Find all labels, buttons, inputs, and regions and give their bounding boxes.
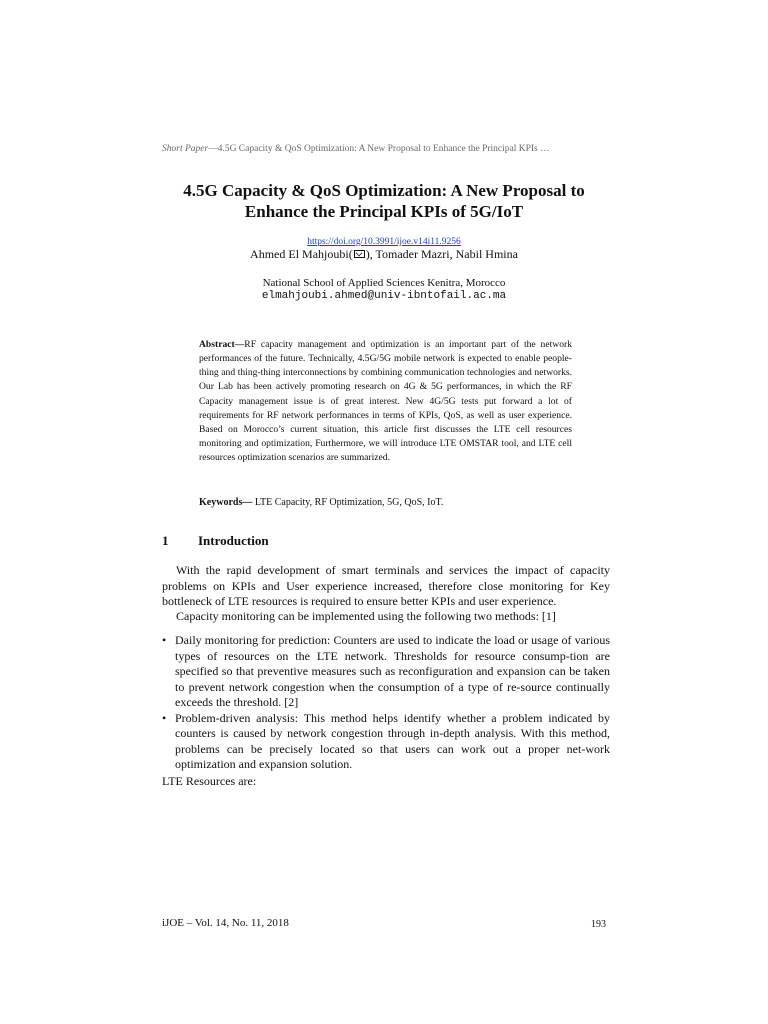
- affiliation: National School of Applied Sciences Kenitra, Morocco: [262, 277, 506, 289]
- footer-journal: iJOE – Vol. 14, No. 11, 2018: [162, 917, 289, 929]
- method-list: [162, 633, 610, 773]
- paper-title-line-1: 4.5G Capacity & QoS Optimization: A New Proposal to: [183, 181, 585, 200]
- co-authors: , Tomader Mazri, Nabil Hmina: [369, 247, 518, 261]
- bullet-marker: •: [162, 710, 167, 725]
- author-email: elmahjoubi.ahmed@univ-ibntofail.ac.ma: [261, 290, 507, 302]
- list-item-text: Daily monitoring for prediction: Counters are used to indicate the load or usage of various types of resources on the LTE network. Thresholds for resource consump-tion are specified so that preventive measures such as reconfiguration and expansion can be taken to prevent network congestion when the consumption of a type of re-source continually exceeds the threshold. [2]: [175, 633, 610, 709]
- paper-title: [120, 180, 648, 222]
- list-item: [162, 711, 610, 773]
- running-header-label: Short Paper: [162, 144, 209, 154]
- running-header-title: —4.5G Capacity & QoS Optimization: A New Proposal to Enhance the Principal KPIs …: [208, 144, 550, 154]
- list-item-text: Problem-driven analysis: This method helps identify whether a problem indicated by counters is caused by network congestion through in-depth analysis. With this method, problems can be precisely located so that users can work out a proper net-work optimization and expansion solution.: [175, 710, 610, 771]
- intro-paragraph-3: LTE Resources are:: [162, 774, 257, 788]
- section-title: Introduction: [198, 533, 269, 548]
- page-number: 193: [591, 919, 606, 930]
- authors: Ahmed El Mahjoubi( ), Tomader Mazri, Nabil Hmina: [250, 247, 518, 261]
- section-heading: [162, 533, 269, 549]
- bullet-marker: •: [162, 633, 167, 647]
- keywords-label: Keywords—: [199, 497, 253, 508]
- keywords: [199, 497, 572, 508]
- keywords-text: LTE Capacity, RF Optimization, 5G, QoS, IoT.: [252, 497, 444, 508]
- running-header: [162, 144, 622, 154]
- intro-paragraph-1: With the rapid development of smart terminals and services the impact of capacity problems on KPIs and User experience increased, therefore close monitoring for Key bottleneck of LTE resources is required to ensure better KPIs and user experience.: [162, 563, 610, 608]
- doi: [120, 237, 648, 247]
- abstract: [199, 338, 572, 465]
- abstract-text: RF capacity management and optimization is an important part of the network performances of the future. Technically, 4.5G/5G mobile network is expected to enable people-thing and thing-thing interconnections by combining communication technologies and networks. Our Lab has been actively promoting research on 4G & 5G performances, in which the RF Capacity management issue is of great interest. New 4G/5G tests put forward a lot of requirements for RF network performances in terms of KPIs, QoS, as well as user experience. Based on Morocco’s current situation, this article first discusses the LTE cell resources monitoring and optimization, Furthermore, we will introduce LTE OMSTAR tool, and LTE cell resources optimization scenarios are summarized.: [199, 339, 572, 464]
- envelope-icon: [354, 250, 365, 258]
- intro-paragraph-2: Capacity monitoring can be implemented using the following two methods: [1]: [176, 609, 556, 623]
- list-item: [162, 633, 610, 711]
- corresponding-author: Ahmed El Mahjoubi: [250, 247, 349, 261]
- doi-link[interactable]: https://doi.org/10.3991/ijoe.v14i11.9256: [307, 237, 461, 247]
- abstract-label: Abstract—: [199, 339, 245, 350]
- section-number: 1: [162, 533, 169, 548]
- paper-title-line-2: Enhance the Principal KPIs of 5G/IoT: [244, 202, 524, 221]
